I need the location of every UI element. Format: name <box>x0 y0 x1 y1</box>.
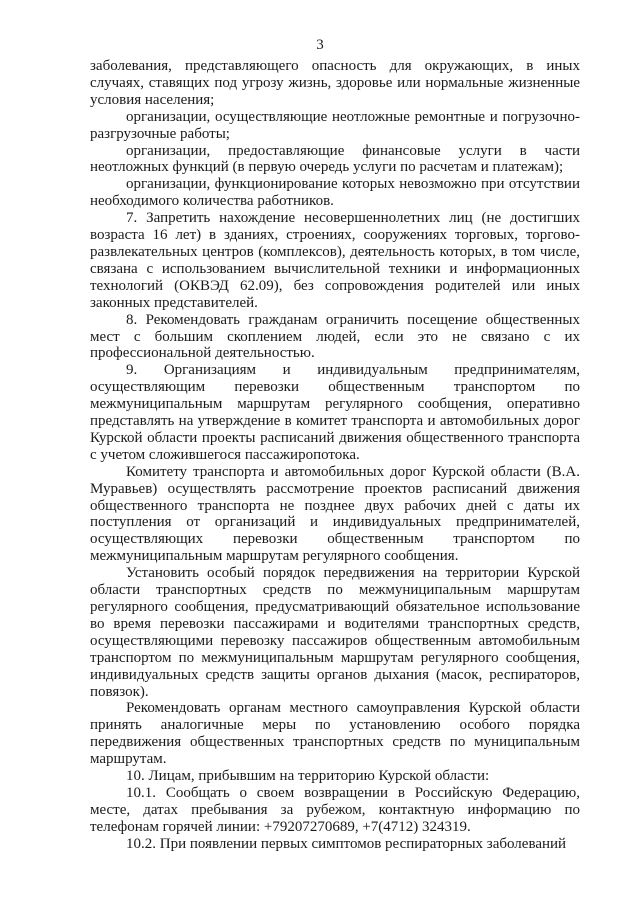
paragraph-item-10: 10. Лицам, прибывшим на территорию Курской области: <box>126 768 490 785</box>
paragraph-item-10-1: 10.1. Сообщать о своем возвращении в Российскую Федерацию, месте, датах пребывания за рубежом, контактную информацию по телефонам горячей линии: +79207270689, +7(4712) 324319. <box>90 784 580 835</box>
paragraph-continuation: заболевания, представляющего опасность для окружающих, в иных случаях, ставящих под угрозу жизнь, здоровье или нормальные жизненные условия населения; <box>90 58 580 108</box>
paragraph-transport-committee: Комитету транспорта и автомобильных дорог Курской области (В.А. Муравьев) осуществлять рассмотрение проектов расписаний движения общественного транспорта не позднее двух рабочих дней с даты их поступления от организаций и индивидуальных предпринимателей, осуществляющих перевозки общественным транспортом по межмуниципальным маршрутам регулярного сообщения. <box>90 463 580 565</box>
paragraph-item-7: 7. Запретить нахождение несовершеннолетних лиц (не достигших возраста 16 лет) в зданиях, строениях, сооружениях торговых, торгово-развлекательных центров (комплексов), деятельность которых, в том числе, связана с использованием вычислительной техники и информационных технологий (ОКВЭД 62.09), без сопровождения родителей или иных законных представителей. <box>90 210 580 311</box>
paragraph-essential-organizations: организации, функционирование которых невозможно при отсутствии необходимого количества работников. <box>90 176 580 210</box>
paragraph-local-government: Рекомендовать органам местного самоуправления Курской области принять аналогичные меры по установлению особого порядка передвижения общественных транспортных средств по муниципальным маршрутам. <box>90 700 580 768</box>
document-body <box>90 58 580 853</box>
paragraph-item-10-2: 10.2. При появлении первых симптомов респираторных заболеваний <box>126 835 567 852</box>
paragraph-financial-organizations: организации, предоставляющие финансовые услуги в части неотложных функций (в первую очередь услуги по расчетам и платежам); <box>90 142 580 176</box>
paragraph-repair-organizations: организации, осуществляющие неотложные ремонтные и погрузочно-разгрузочные работы; <box>90 108 580 142</box>
paragraph-special-travel-order: Установить особый порядок передвижения на территории Курской области транспортных средств по межмуниципальным маршрутам регулярного сообщения, предусматривающий обязательное использование во время перевозки пассажирами и водителями транспортных средств, осуществляющими перевозку пассажиров общественным автомобильным транспортом по межмуниципальным маршрутам регулярного сообщения, индивидуальных средств защиты органов дыхания (масок, респираторов, повязок). <box>90 565 580 700</box>
paragraph-item-8: 8. Рекомендовать гражданам ограничить посещение общественных мест с большим скоплением людей, если это не связано с их профессиональной деятельностью. <box>90 311 580 362</box>
paragraph-item-9: 9. Организациям и индивидуальным предпринимателям, осуществляющим перевозки общественным транспортом по межмуниципальным маршрутам регулярного сообщения, оперативно представлять на утверждение в комитет транспорта и автомобильных дорог Курской области проекты расписаний движения общественного транспорта с учетом сложившегося пассажиропотока. <box>90 362 580 463</box>
page-number: 3 <box>316 37 324 53</box>
